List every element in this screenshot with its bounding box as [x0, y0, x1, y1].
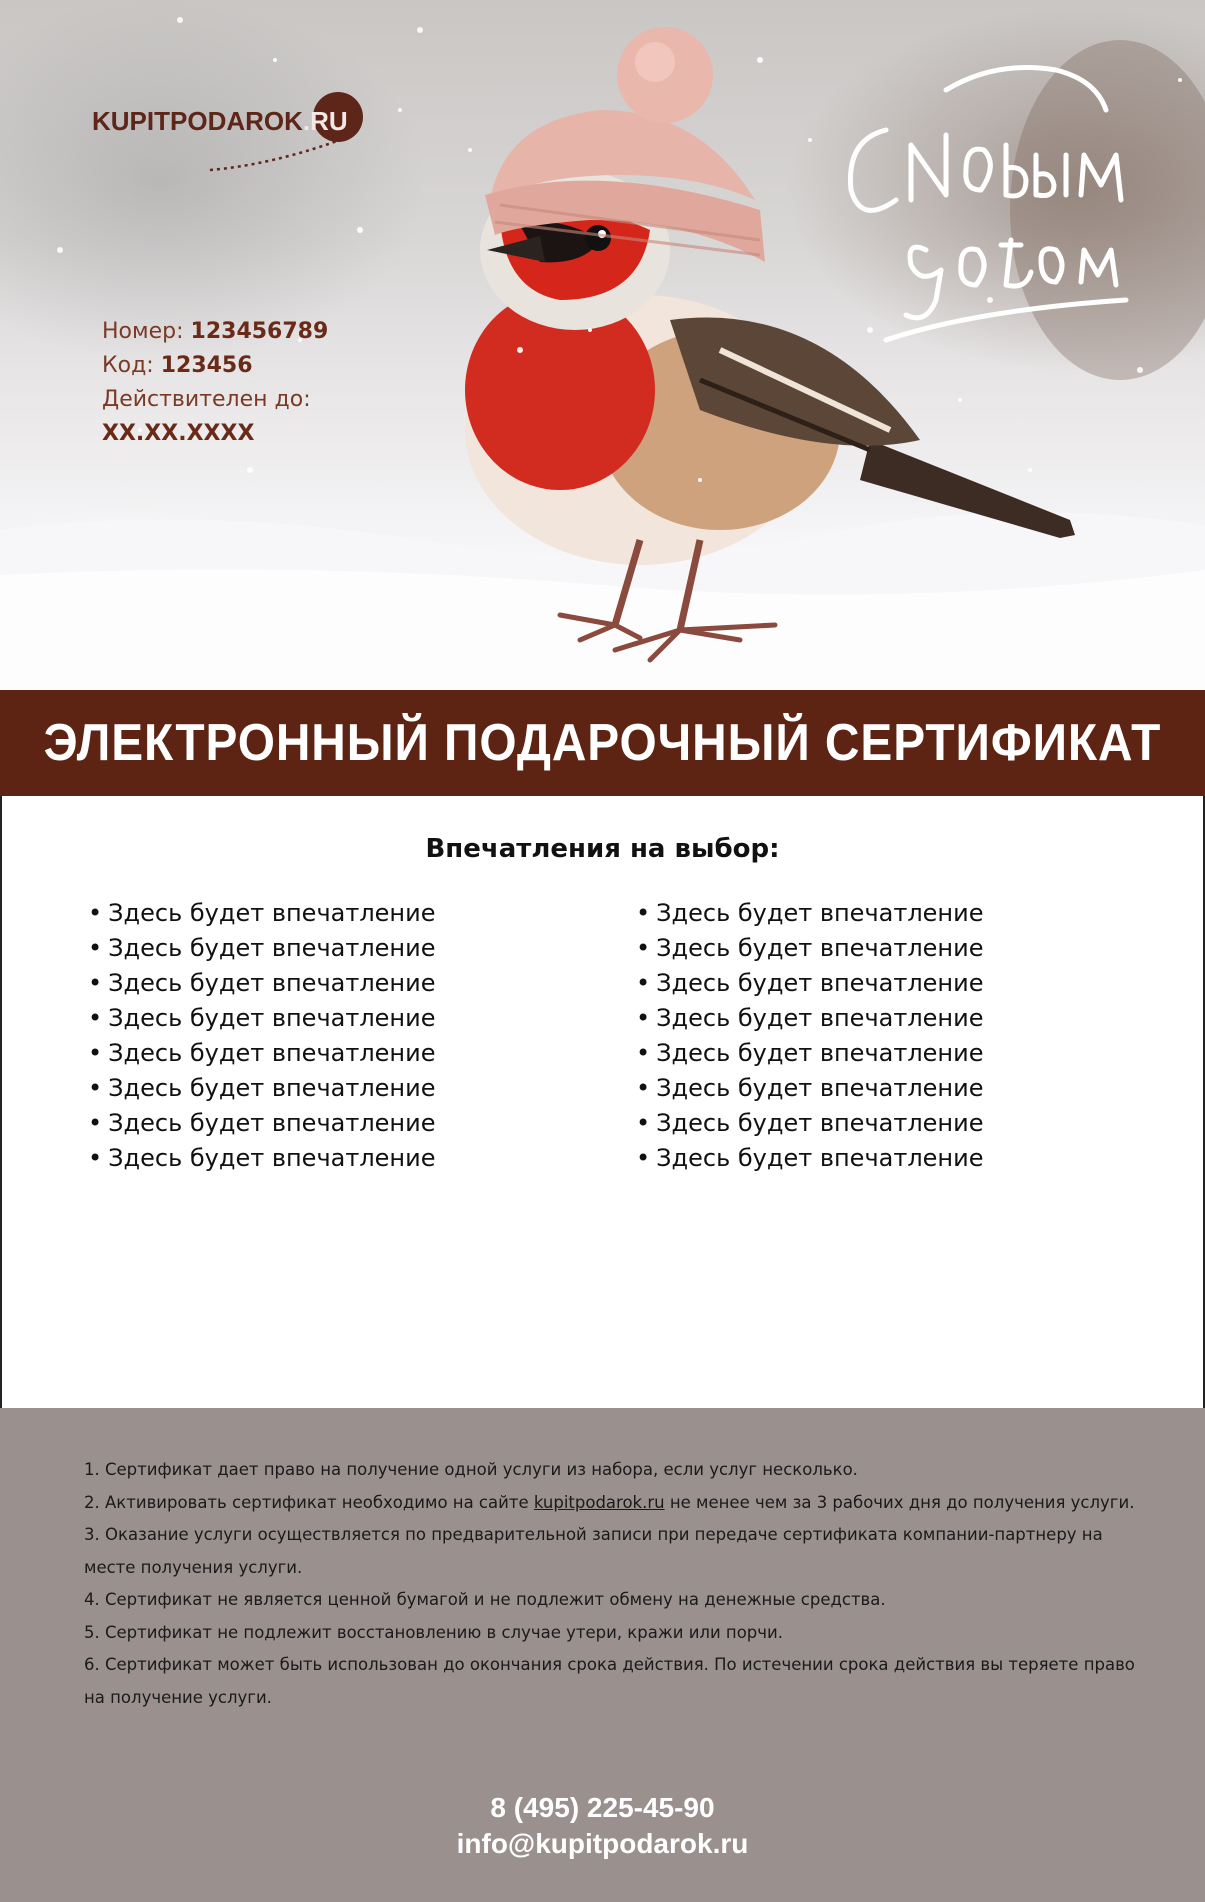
certificate-valid-until: XX.XX.XXXX — [102, 421, 255, 446]
title-banner — [0, 690, 1205, 796]
list-item: • Здесь будет впечатление — [636, 899, 984, 927]
terms-list — [84, 1454, 1154, 1714]
certificate-number-label: Номер: — [102, 319, 184, 344]
contact-email[interactable]: info@kupitpodarok.ru — [456, 1828, 749, 1859]
certificate-valid-label: Действителен до: — [102, 387, 311, 412]
site-link[interactable]: kupitpodarok.ru — [533, 1492, 665, 1512]
logo-name: KUPITPODAROK — [92, 106, 303, 136]
list-item: • Здесь будет впечатление — [636, 1144, 984, 1172]
certificate-number-row — [102, 315, 328, 349]
impressions-list-right — [636, 896, 983, 1176]
list-item: • Здесь будет впечатление — [88, 1074, 436, 1102]
certificate-code-label: Код: — [102, 353, 154, 378]
list-item: • Здесь будет впечатление — [88, 1109, 436, 1137]
list-item: • Здесь будет впечатление — [88, 1144, 436, 1172]
impressions-list-left — [88, 896, 435, 1176]
list-item: • Здесь будет впечатление — [88, 899, 436, 927]
list-item: • Здесь будет впечатление — [636, 1039, 984, 1067]
certificate-code-row — [102, 349, 328, 383]
impressions-section — [0, 796, 1205, 1408]
logo — [92, 106, 348, 137]
logo-dotted-trail — [200, 135, 350, 175]
term-item: 4. Сертификат не является ценной бумагой и не подлежит обмену на денежные средства. — [84, 1590, 886, 1609]
certificate-code: 123456 — [160, 353, 253, 378]
term-item: 6. Сертификат может быть использован до окончания срока действия. По истечении срока действия вы теряете право на получение услуги. — [84, 1655, 1135, 1707]
terms-footer — [0, 1408, 1205, 1902]
certificate-details — [102, 315, 328, 451]
list-item: • Здесь будет впечатление — [636, 1004, 984, 1032]
term-item: 5. Сертификат не подлежит восстановлению в случае утери, кражи или порчи. — [84, 1622, 784, 1642]
list-item: • Здесь будет впечатление — [636, 969, 984, 997]
greeting-text: С Новым годом — [826, 50, 835, 51]
contact-phone[interactable]: 8 (495) 225-45-90 — [490, 1792, 715, 1823]
term-item: 2. Активировать сертификат необходимо на сайте kupitpodarok.ru не менее чем за 3 рабочих дня до получения услуги. — [84, 1492, 1135, 1512]
logo-suffix: .RU — [302, 106, 348, 136]
impressions-title: Впечатления на выбор: — [425, 834, 780, 864]
list-item: • Здесь будет впечатление — [636, 934, 984, 962]
list-item: • Здесь будет впечатление — [88, 969, 436, 997]
list-item: • Здесь будет впечатление — [636, 1109, 984, 1137]
list-item: • Здесь будет впечатление — [88, 934, 436, 962]
list-item: • Здесь будет впечатление — [88, 1039, 436, 1067]
new-year-greeting-lettering — [826, 50, 1146, 370]
certificate-title: ЭЛЕКТРОННЫЙ ПОДАРОЧНЫЙ СЕРТИФИКАТ — [43, 714, 1162, 772]
term-item: 1. Сертификат дает право на получение одной услуги из набора, если услуг несколько. — [84, 1460, 858, 1479]
list-item: • Здесь будет впечатление — [88, 1004, 436, 1032]
list-item: • Здесь будет впечатление — [636, 1074, 984, 1102]
term-item: 3. Оказание услуги осуществляется по предварительной записи при передаче сертификата компании-партнеру на месте получения услуги. — [84, 1525, 1103, 1577]
hero-image — [0, 0, 1205, 690]
certificate-number: 123456789 — [190, 319, 329, 344]
